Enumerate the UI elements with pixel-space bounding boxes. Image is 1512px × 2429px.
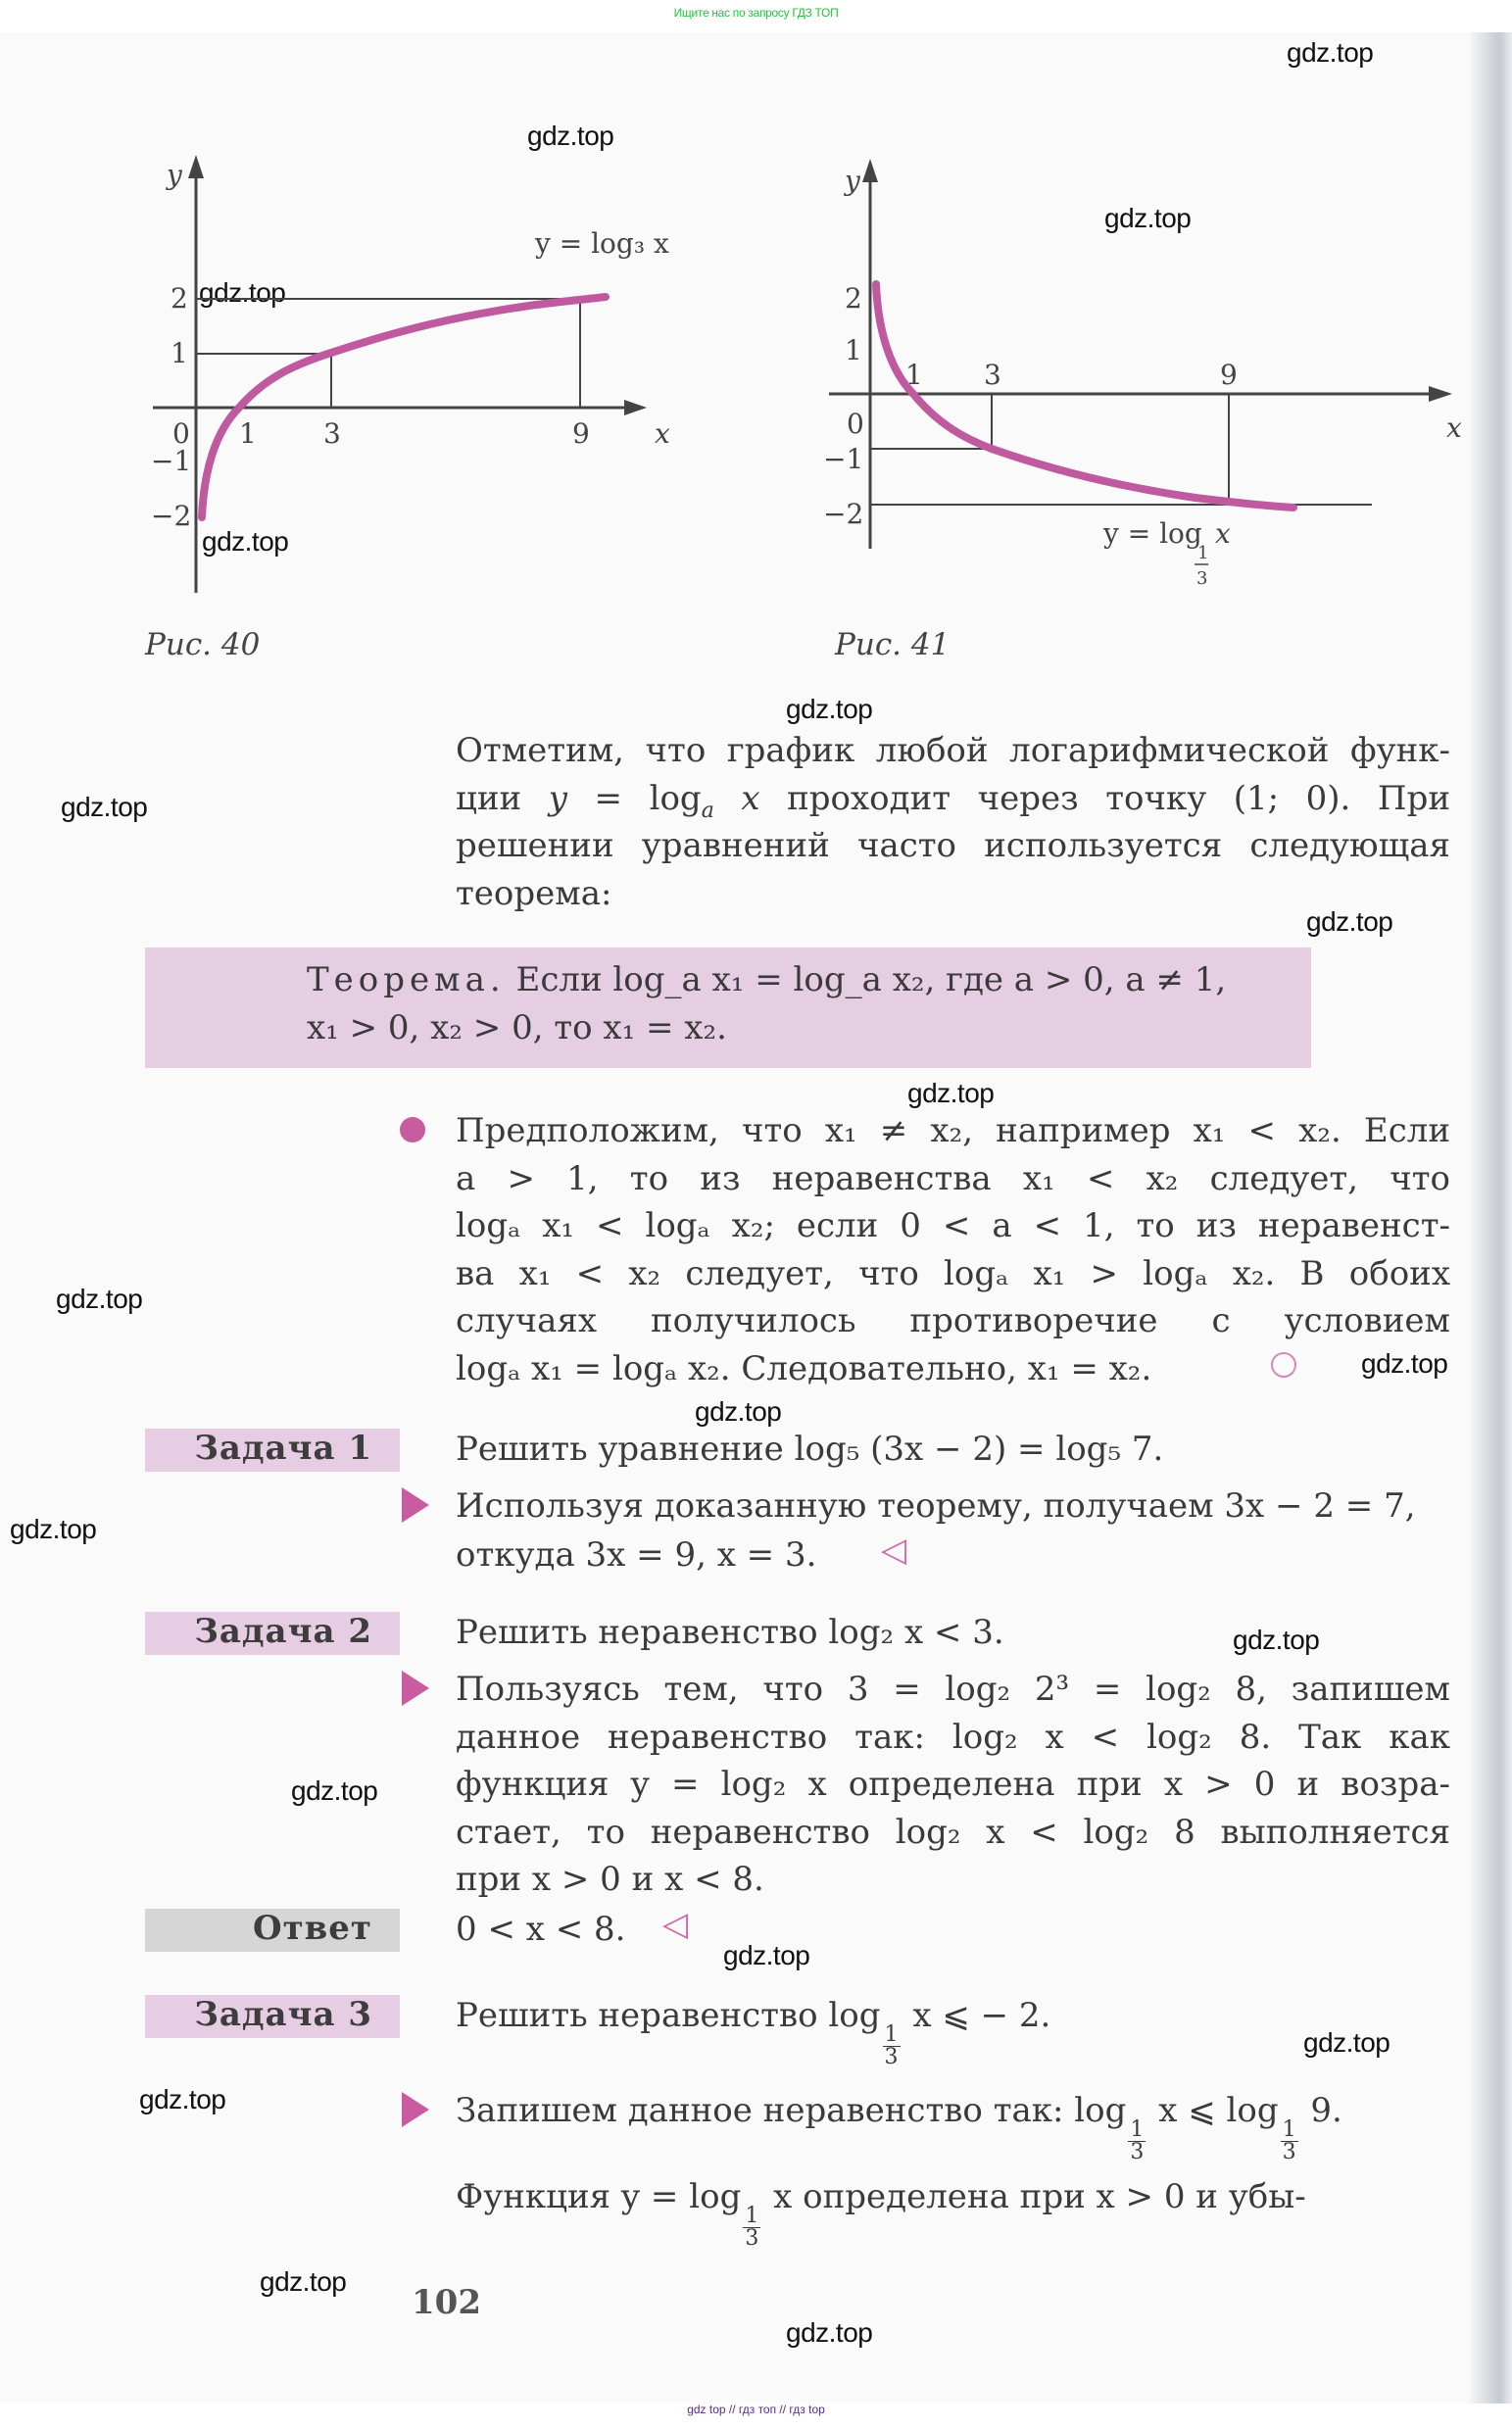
x-axis-label: x xyxy=(655,417,670,450)
watermark: gdz.top xyxy=(1303,2027,1390,2058)
task-2-answer: 0 < x < 8. xyxy=(456,1910,626,1949)
function-label-prefix: y = log xyxy=(1103,517,1202,550)
solution-start-marker-icon xyxy=(402,1487,429,1523)
theorem-line-1: Если log_a x₁ = log_a x₂, где a > 0, a ≠ 1, xyxy=(505,960,1227,999)
theorem-label: Теорема. xyxy=(307,960,506,999)
bottom-banner[interactable]: gdz top // гдз топ // гдз top xyxy=(687,2403,825,2416)
figure-41-caption: Рис. 41 xyxy=(835,627,951,662)
y-tick-2: 2 xyxy=(845,282,862,315)
solution-start-marker-icon xyxy=(402,1671,429,1706)
intro-line-3: решении уравнений часто используется следующая xyxy=(456,826,1450,865)
watermark: gdz.top xyxy=(907,1078,995,1108)
watermark: gdz.top xyxy=(786,694,873,724)
proof-line: случаях получилось противоречие с условием xyxy=(456,1301,1450,1340)
x-tick-1: 1 xyxy=(239,417,257,450)
watermark: gdz.top xyxy=(527,121,614,151)
solution-start-marker-icon xyxy=(402,2092,429,2127)
function-label-base-num: 1 xyxy=(1197,543,1209,563)
x-tick-3: 3 xyxy=(323,417,341,450)
intro-paragraph xyxy=(456,727,1450,917)
origin-label: 0 xyxy=(847,408,864,440)
y-axis-label: y xyxy=(167,159,182,191)
watermark: gdz.top xyxy=(61,792,148,822)
y-tick-minus1: −1 xyxy=(151,445,192,477)
task-3-statement: Решить неравенство log $\frac{1}{3}$ x ⩽ − 2. xyxy=(456,1996,1051,2069)
proof-paragraph xyxy=(456,1107,1450,1392)
watermark: gdz.top xyxy=(199,277,286,308)
function-label: y = log₃ x xyxy=(535,227,669,260)
y-tick-2: 2 xyxy=(171,282,188,315)
theorem-line-2: x₁ > 0, x₂ > 0, то x₁ = x₂. xyxy=(307,1007,727,1047)
task-1-label: Задача 1 xyxy=(145,1429,400,1472)
function-label-var: x xyxy=(1215,517,1231,550)
log3-chart xyxy=(137,147,774,598)
watermark: gdz.top xyxy=(1306,906,1393,937)
theorem-text xyxy=(307,956,1306,1051)
origin-label: 0 xyxy=(172,417,190,450)
watermark: gdz.top xyxy=(1233,1625,1320,1655)
y-tick-1: 1 xyxy=(845,334,862,366)
task-2-statement: Решить неравенство log₂ x < 3. xyxy=(456,1613,1004,1652)
proof-line: ва x₁ < x₂ следует, что logₐ x₁ > logₐ x₂. В обоих xyxy=(456,1253,1450,1293)
watermark: gdz.top xyxy=(695,1396,782,1427)
watermark: gdz.top xyxy=(1104,203,1192,233)
solution-end-marker-icon: ◁ xyxy=(662,1905,689,1944)
figure-41-log-one-third-graph xyxy=(804,147,1489,621)
intro-line-4: теорема: xyxy=(456,873,612,913)
watermark: gdz.top xyxy=(1287,37,1374,68)
proof-end-marker-icon xyxy=(1271,1352,1296,1378)
proof-line: a > 1, то из неравенства x₁ < x₂ следует, что xyxy=(456,1158,1450,1198)
task-2-solution: Пользуясь тем, что 3 = log₂ 2³ = log₂ 8, запишем данное неравенство так: log₂ x < log₂ 8. Так как функция y = log₂ x определена при x > 0 и возра- стает, то неравенство log₂ x < log₂ 8 выполняется при x > 0 и x < 8. xyxy=(456,1670,1450,1899)
watermark: gdz.top xyxy=(291,1775,378,1806)
page-number: 102 xyxy=(412,2283,481,2322)
log-one-third-chart xyxy=(804,147,1489,617)
y-axis-label: y xyxy=(845,165,860,197)
task-3-solution-line-1: Запишем данное неравенство так: log $\frac{1}{3}$ x ⩽ log $\frac{1}{3}$ 9. xyxy=(456,2091,1342,2164)
task-2-label: Задача 2 xyxy=(145,1612,400,1655)
watermark: gdz.top xyxy=(723,1940,810,1970)
proof-start-marker-icon xyxy=(400,1117,425,1142)
task-1-solution-line-1: Используя доказанную теорему, получаем 3x − 2 = 7, xyxy=(456,1486,1416,1526)
x-tick-9: 9 xyxy=(572,417,590,450)
intro-line-1: Отметим, что график любой логарифмической функ- xyxy=(456,731,1450,770)
watermark: gdz.top xyxy=(139,2084,226,2114)
watermark: gdz.top xyxy=(10,1514,97,1544)
y-tick-minus2: −2 xyxy=(151,500,192,532)
figure-40-log3-graph xyxy=(137,147,774,602)
task-1-statement: Решить уравнение log₅ (3x − 2) = log₅ 7. xyxy=(456,1430,1164,1469)
task-1-solution-line-2: откуда 3x = 9, x = 3. xyxy=(456,1535,817,1575)
watermark: gdz.top xyxy=(56,1284,143,1314)
x-axis-label: x xyxy=(1446,412,1462,444)
watermark: gdz.top xyxy=(786,2317,873,2348)
task-3-label: Задача 3 xyxy=(145,1995,400,2038)
x-tick-1: 1 xyxy=(905,359,923,391)
y-tick-minus1: −1 xyxy=(823,443,864,475)
answer-label: Ответ xyxy=(145,1909,400,1952)
solution-end-marker-icon: ◁ xyxy=(881,1530,907,1570)
watermark: gdz.top xyxy=(202,526,289,557)
proof-line: Предположим, что x₁ ≠ x₂, например x₁ < x₂. Если xyxy=(456,1111,1450,1150)
top-banner[interactable]: Ищите нас по запросу ГДЗ ТОП xyxy=(673,6,839,20)
x-tick-9: 9 xyxy=(1220,359,1238,391)
function-label-base-den: 3 xyxy=(1196,568,1208,589)
watermark: gdz.top xyxy=(260,2266,347,2297)
y-tick-1: 1 xyxy=(171,337,188,369)
proof-line: logₐ x₁ = logₐ x₂. Следовательно, x₁ = x₂. xyxy=(456,1348,1152,1388)
figure-40-caption: Рис. 40 xyxy=(145,627,261,662)
x-tick-3: 3 xyxy=(984,359,1001,391)
task-3-solution-line-2: Функция y = log $\frac{1}{3}$ x определена при x > 0 и убы- xyxy=(456,2177,1306,2251)
y-tick-minus2: −2 xyxy=(823,498,864,530)
proof-line: logₐ x₁ < logₐ x₂; если 0 < a < 1, то из неравенст- xyxy=(456,1206,1450,1245)
watermark: gdz.top xyxy=(1361,1348,1448,1379)
intro-line-2: ции $y = \log_a x$ проходит через точку (1; 0). При xyxy=(456,778,1451,823)
